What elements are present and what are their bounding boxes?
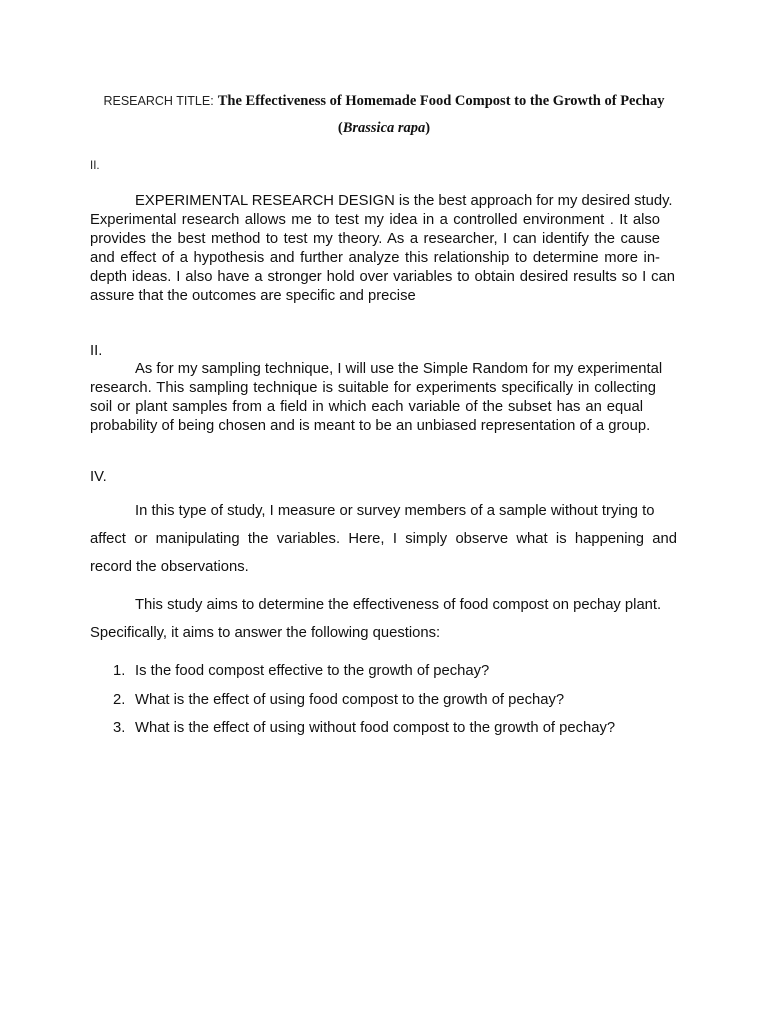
list-item — [113, 663, 489, 679]
species-close-paren: ) — [425, 120, 431, 136]
list-item — [113, 720, 615, 736]
section-number-4: IV. — [90, 469, 107, 485]
question-number: 2. — [113, 692, 126, 708]
section-1-line-6: assure that the outcomes are specific and precise — [90, 288, 416, 304]
section-number-1: II. — [90, 160, 100, 172]
section-2-line-3: soil or plant samples from a field in which each variable of the subset has an equal — [90, 399, 643, 415]
section-number-2: II. — [90, 343, 103, 359]
species-name: Brassica rapa — [342, 120, 426, 136]
section-2-line-2: research. This sampling technique is suitable for experiments specifically in collecting — [90, 380, 656, 396]
question-text: What is the effect of using without food compost to the growth of pechay? — [135, 720, 616, 736]
question-number: 1. — [113, 663, 126, 679]
section-1-line-4: and effect of a hypothesis and further analyze this relationship to determine more in- — [90, 250, 660, 266]
section-4-p2-line-1: This study aims to determine the effectiveness of food compost on pechay plant. — [135, 597, 662, 613]
research-title-line — [0, 93, 768, 110]
section-2-line-4: probability of being chosen and is meant to be an unbiased representation of a group. — [90, 418, 651, 434]
species-line — [0, 120, 768, 137]
section-4-p1-line-3: record the observations. — [90, 559, 249, 575]
section-4-p1-line-1: In this type of study, I measure or survey members of a sample without trying to — [135, 503, 655, 519]
research-title: The Effectiveness of Homemade Food Compost to the Growth of Pechay — [217, 93, 665, 109]
question-text: Is the food compost effective to the growth of pechay? — [135, 663, 490, 679]
section-1-line-5: depth ideas. I also have a stronger hold over variables to obtain desired results so I can — [90, 269, 675, 285]
section-4-p2-line-2: Specifically, it aims to answer the following questions: — [90, 625, 441, 641]
section-1-line-3: provides the best method to test my theory. As a researcher, I can identify the cause — [90, 231, 660, 247]
list-item — [113, 692, 564, 708]
section-4-p1-line-2: affect or manipulating the variables. Here, I simply observe what is happening and — [90, 531, 677, 547]
section-2-line-1: As for my sampling technique, I will use the Simple Random for my experimental — [135, 361, 663, 377]
question-number: 3. — [113, 720, 126, 736]
section-1-line-1: EXPERIMENTAL RESEARCH DESIGN is the best approach for my desired study. — [135, 193, 673, 209]
research-title-label: RESEARCH TITLE: — [103, 94, 214, 108]
question-text: What is the effect of using food compost to the growth of pechay? — [135, 692, 565, 708]
section-1-line-2: Experimental research allows me to test my idea in a controlled environment . It also — [90, 212, 660, 228]
species-open-paren: ( — [337, 120, 343, 136]
